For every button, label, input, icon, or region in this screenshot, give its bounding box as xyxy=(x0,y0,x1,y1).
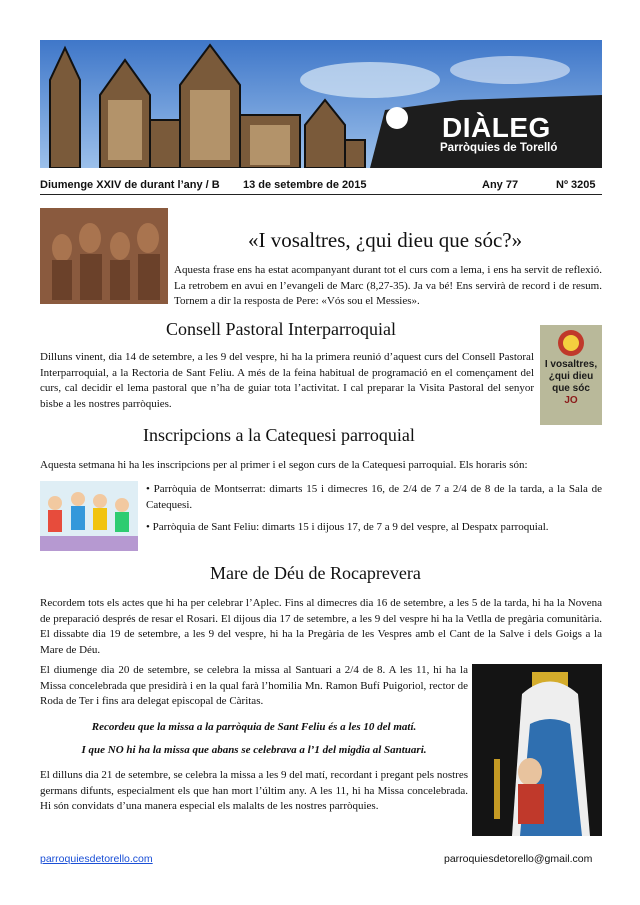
consell-title: Consell Pastoral Interparroquial xyxy=(166,319,396,339)
notice-santuari: I que NO hi ha la missa que abans se celebrava a l’1 del migdia al Santuari. xyxy=(81,744,427,756)
issue-number: Nº 3205 xyxy=(556,179,596,191)
poster-line-1: I vosaltres, xyxy=(544,359,598,370)
intro-title: «I vosaltres, ¿qui dieu que sóc?» xyxy=(248,228,523,252)
issue-date: 13 de setembre de 2015 xyxy=(243,179,367,191)
intro-text: Aquesta frase ens ha estat acompanyant durant tot el curs com a lema, i ens ha servit de reflexió. La retrobem en avui en l’evangeli de Marc (8,27-35). Ja va bé! Ens servirà de record i de resum. Tornem a dir la resposta de Pere: «Vós sou el Messies». xyxy=(174,264,602,308)
rocaprevera-paragraph-2: El diumenge dia 20 de setembre, se celebra la missa al Santuari a 2/4 de 8. A les 11, hi ha la Missa concelebrada que presidirà i en la qual farà l’homilia Mn. Ramon Bufí Puigoriol, rector de Roda de Ter i fins ara delegat episcopal de Càritas. xyxy=(40,664,468,708)
issue-info-bar xyxy=(40,174,602,195)
liturgical-day: Diumenge XXIV de durant l’any / B xyxy=(40,179,220,191)
poster-line-3: que sóc xyxy=(552,383,590,394)
notice-sant-feliu: Recordeu que la missa a la parròquia de Sant Feliu és a les 10 del matí. xyxy=(91,721,417,733)
relief-image xyxy=(40,208,168,304)
website-link[interactable]: parroquiesdetorello.com xyxy=(40,853,153,865)
consell-text: Dilluns vinent, dia 14 de setembre, a les 9 del vespre, hi ha la primera reunió d’aquest curs del Consell Pastoral Interparroquial, a la Rectoria de Sant Feliu. A més de la feina habitual de programació en el començament del curs, cal decidir el lema pastoral que n’ha de guiar tota l’activitat. I cal preparar la Visita Pastoral del senyor bisbe a les nostres parròquies. xyxy=(40,351,534,410)
issue-year: Any 77 xyxy=(482,179,519,191)
publication-title: DIÀLEG xyxy=(442,112,551,143)
catequesi-intro: Aquesta setmana hi ha les inscripcions per al primer i el segon curs de la Catequesi parroquial. Els horaris són: xyxy=(40,459,528,471)
rocaprevera-title: Mare de Déu de Rocaprevera xyxy=(210,563,421,583)
catequesi-item-santfeliu: • Parròquia de Sant Feliu: dimarts 15 i dijous 17, de 7 a 9 del vespre, al Despatx parroquial. xyxy=(146,521,549,533)
contact-email: parroquiesdetorello@gmail.com xyxy=(444,853,593,865)
header-banner xyxy=(40,40,602,168)
lema-poster xyxy=(540,325,602,425)
poster-icon xyxy=(540,325,602,359)
poster-line-2: ¿qui dieu xyxy=(548,371,594,382)
catequesi-item-montserrat: • Parròquia de Montserrat: dimarts 15 i dimecres 16, de 2/4 de 7 a 2/4 de 8 de la tarda, a la Sala de Catequesi. xyxy=(146,483,602,511)
rocaprevera-paragraph-1: Recordem tots els actes que hi ha per celebrar l’Aplec. Fins al dimecres dia 16 de setembre, a les 5 de la tarda, hi ha la Novena de preparació després de resar el Rosari. El dijous dia 17 de setembre, a les 9 del vespre hi ha la Vetlla de pregària comunitària. El dissabte dia 19 de setembre, a les 9 del vespre, hi ha la Pregària de les Vespres amb el Cant de la Salve i dels Goigs a la Mare de Déu. xyxy=(40,597,602,656)
virgin-statue-image xyxy=(472,664,602,836)
catequesi-title: Inscripcions a la Catequesi parroquial xyxy=(143,425,415,445)
poster-line-4: JO xyxy=(564,395,578,406)
publication-subtitle: Parròquies de Torelló xyxy=(440,142,558,154)
children-illustration xyxy=(40,481,138,551)
rocaprevera-paragraph-3: El dilluns dia 21 de setembre, se celebra la missa a les 9 del matí, recordant i pregant pels nostres germans difunts, especialment els que han mort l’últim any. A les 11, hi ha Missa concelebrada. Hi són convidats d’una manera especial els malalts de les nostres parròquies. xyxy=(40,769,468,813)
